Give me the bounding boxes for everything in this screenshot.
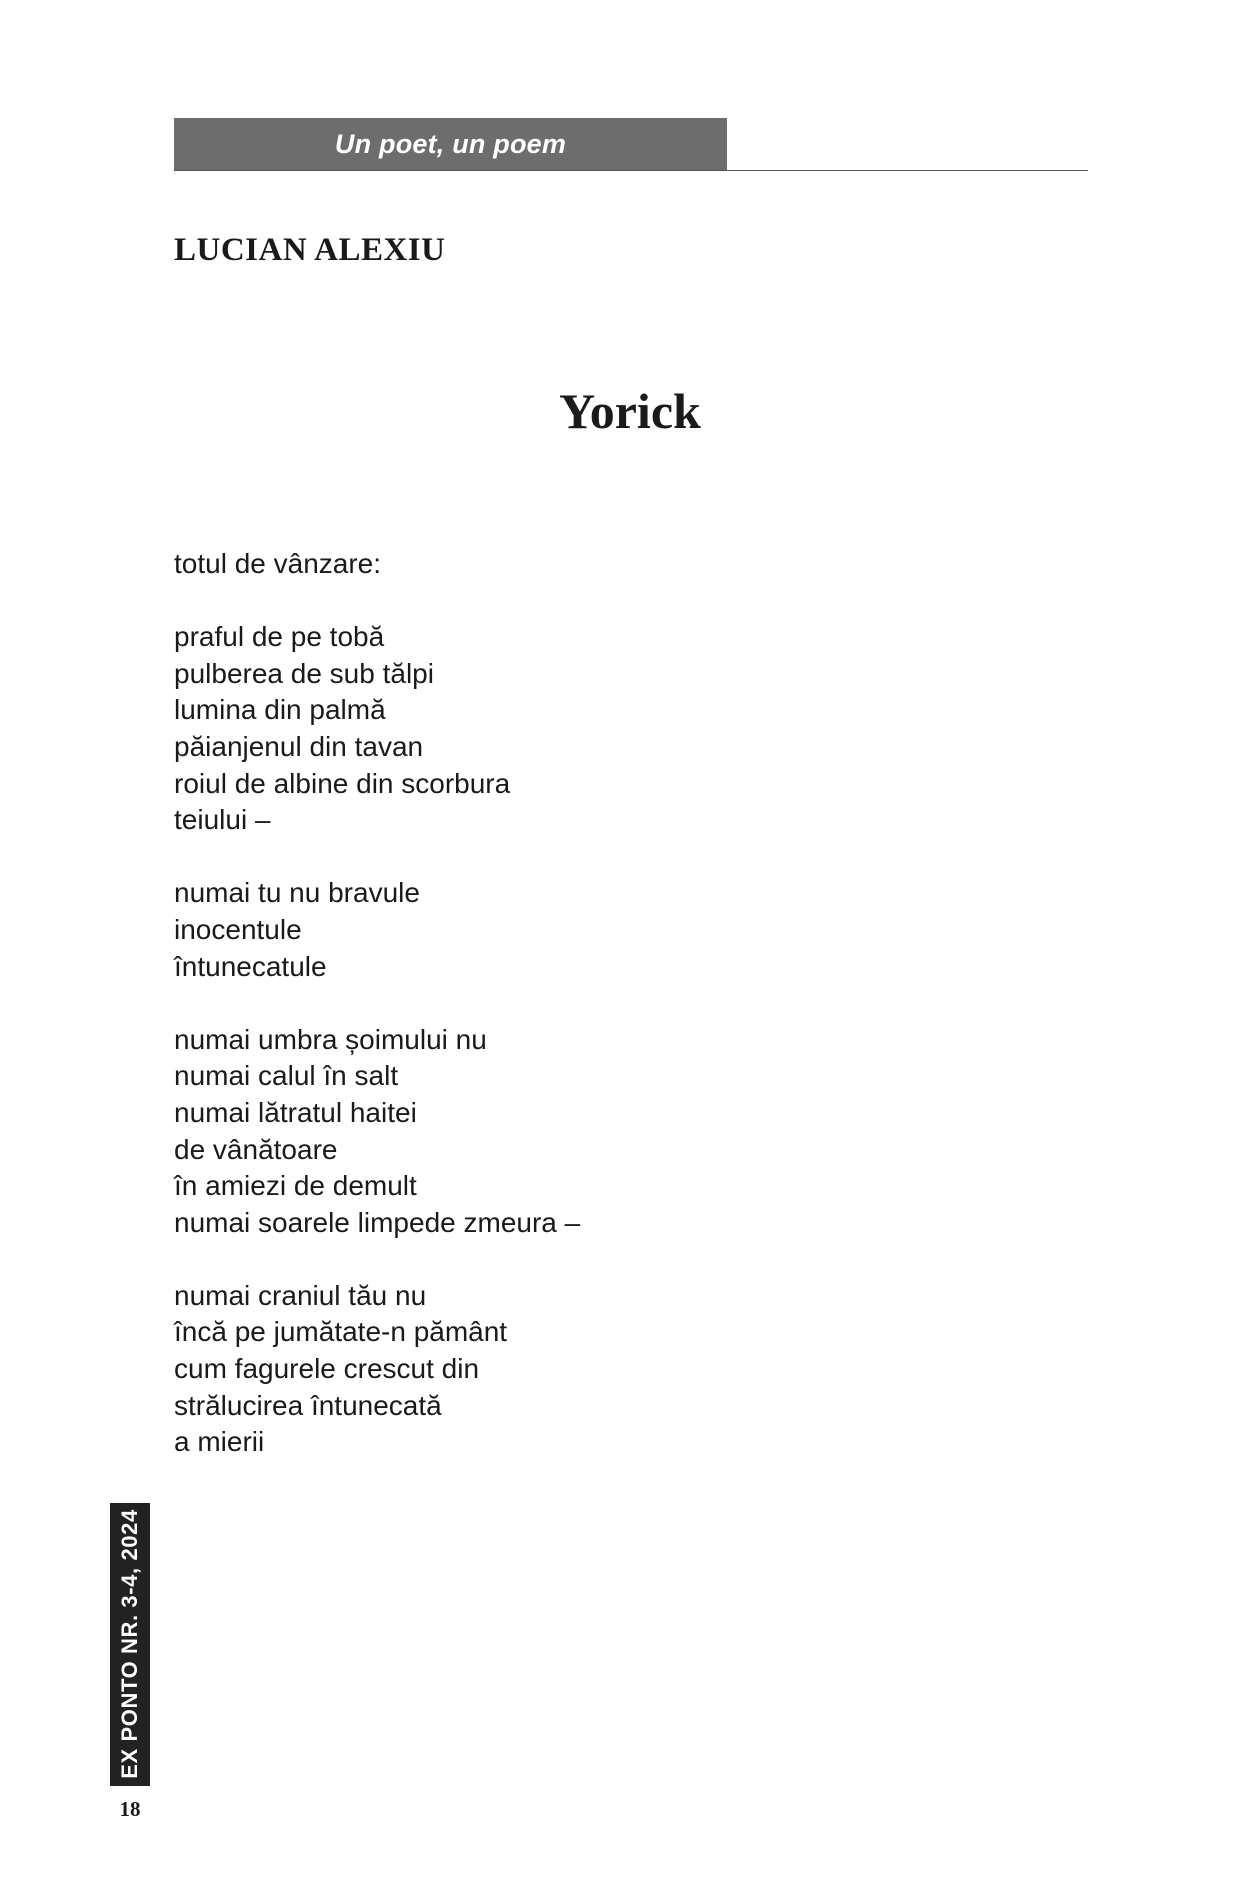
journal-label: EX PONTO NR. 3-4, 2024 [117,1509,142,1779]
verse: numai lătratul haitei [174,1096,417,1128]
verse: lumina din palmă [174,694,386,726]
verse: strălucirea întunecată [174,1389,442,1421]
stanza [174,546,580,583]
stanza [174,1022,580,1242]
verse: numai craniul tău nu [174,1279,427,1311]
verse: numai calul în salt [174,1060,399,1092]
stanza [174,875,580,985]
verse: numai umbra șoimului nu [174,1023,487,1055]
verse: totul de vânzare: [174,548,382,579]
section-divider [174,170,1088,171]
verse: a mierii [174,1426,265,1458]
section-title: Un poet, un poem [334,129,567,159]
verse: în amiezi de demult [174,1170,417,1202]
verse: praful de pe tobă [174,621,385,653]
verse: teiului – [174,804,271,836]
page-number: 18 [119,1797,141,1821]
poem-body [174,546,580,1461]
stanza [174,1278,580,1461]
verse: roiul de albine din scorbura [174,767,511,799]
author-name: LUCIAN ALEXIU [174,232,446,268]
verse: cum fagurele crescut din [174,1353,480,1385]
verse: întunecatule [174,950,327,982]
verse: de vânătoare [174,1133,338,1165]
verse: pulberea de sub tălpi [174,657,434,689]
verse: numai tu nu bravule [174,877,420,909]
verse: numai soarele limpede zmeura – [174,1206,581,1238]
poem-title: Yorick [559,383,701,439]
verse: inocentule [174,913,302,945]
verse: păianjenul din tavan [174,730,424,762]
verse: încă pe jumătate-n pământ [174,1316,508,1348]
stanza [174,619,580,839]
